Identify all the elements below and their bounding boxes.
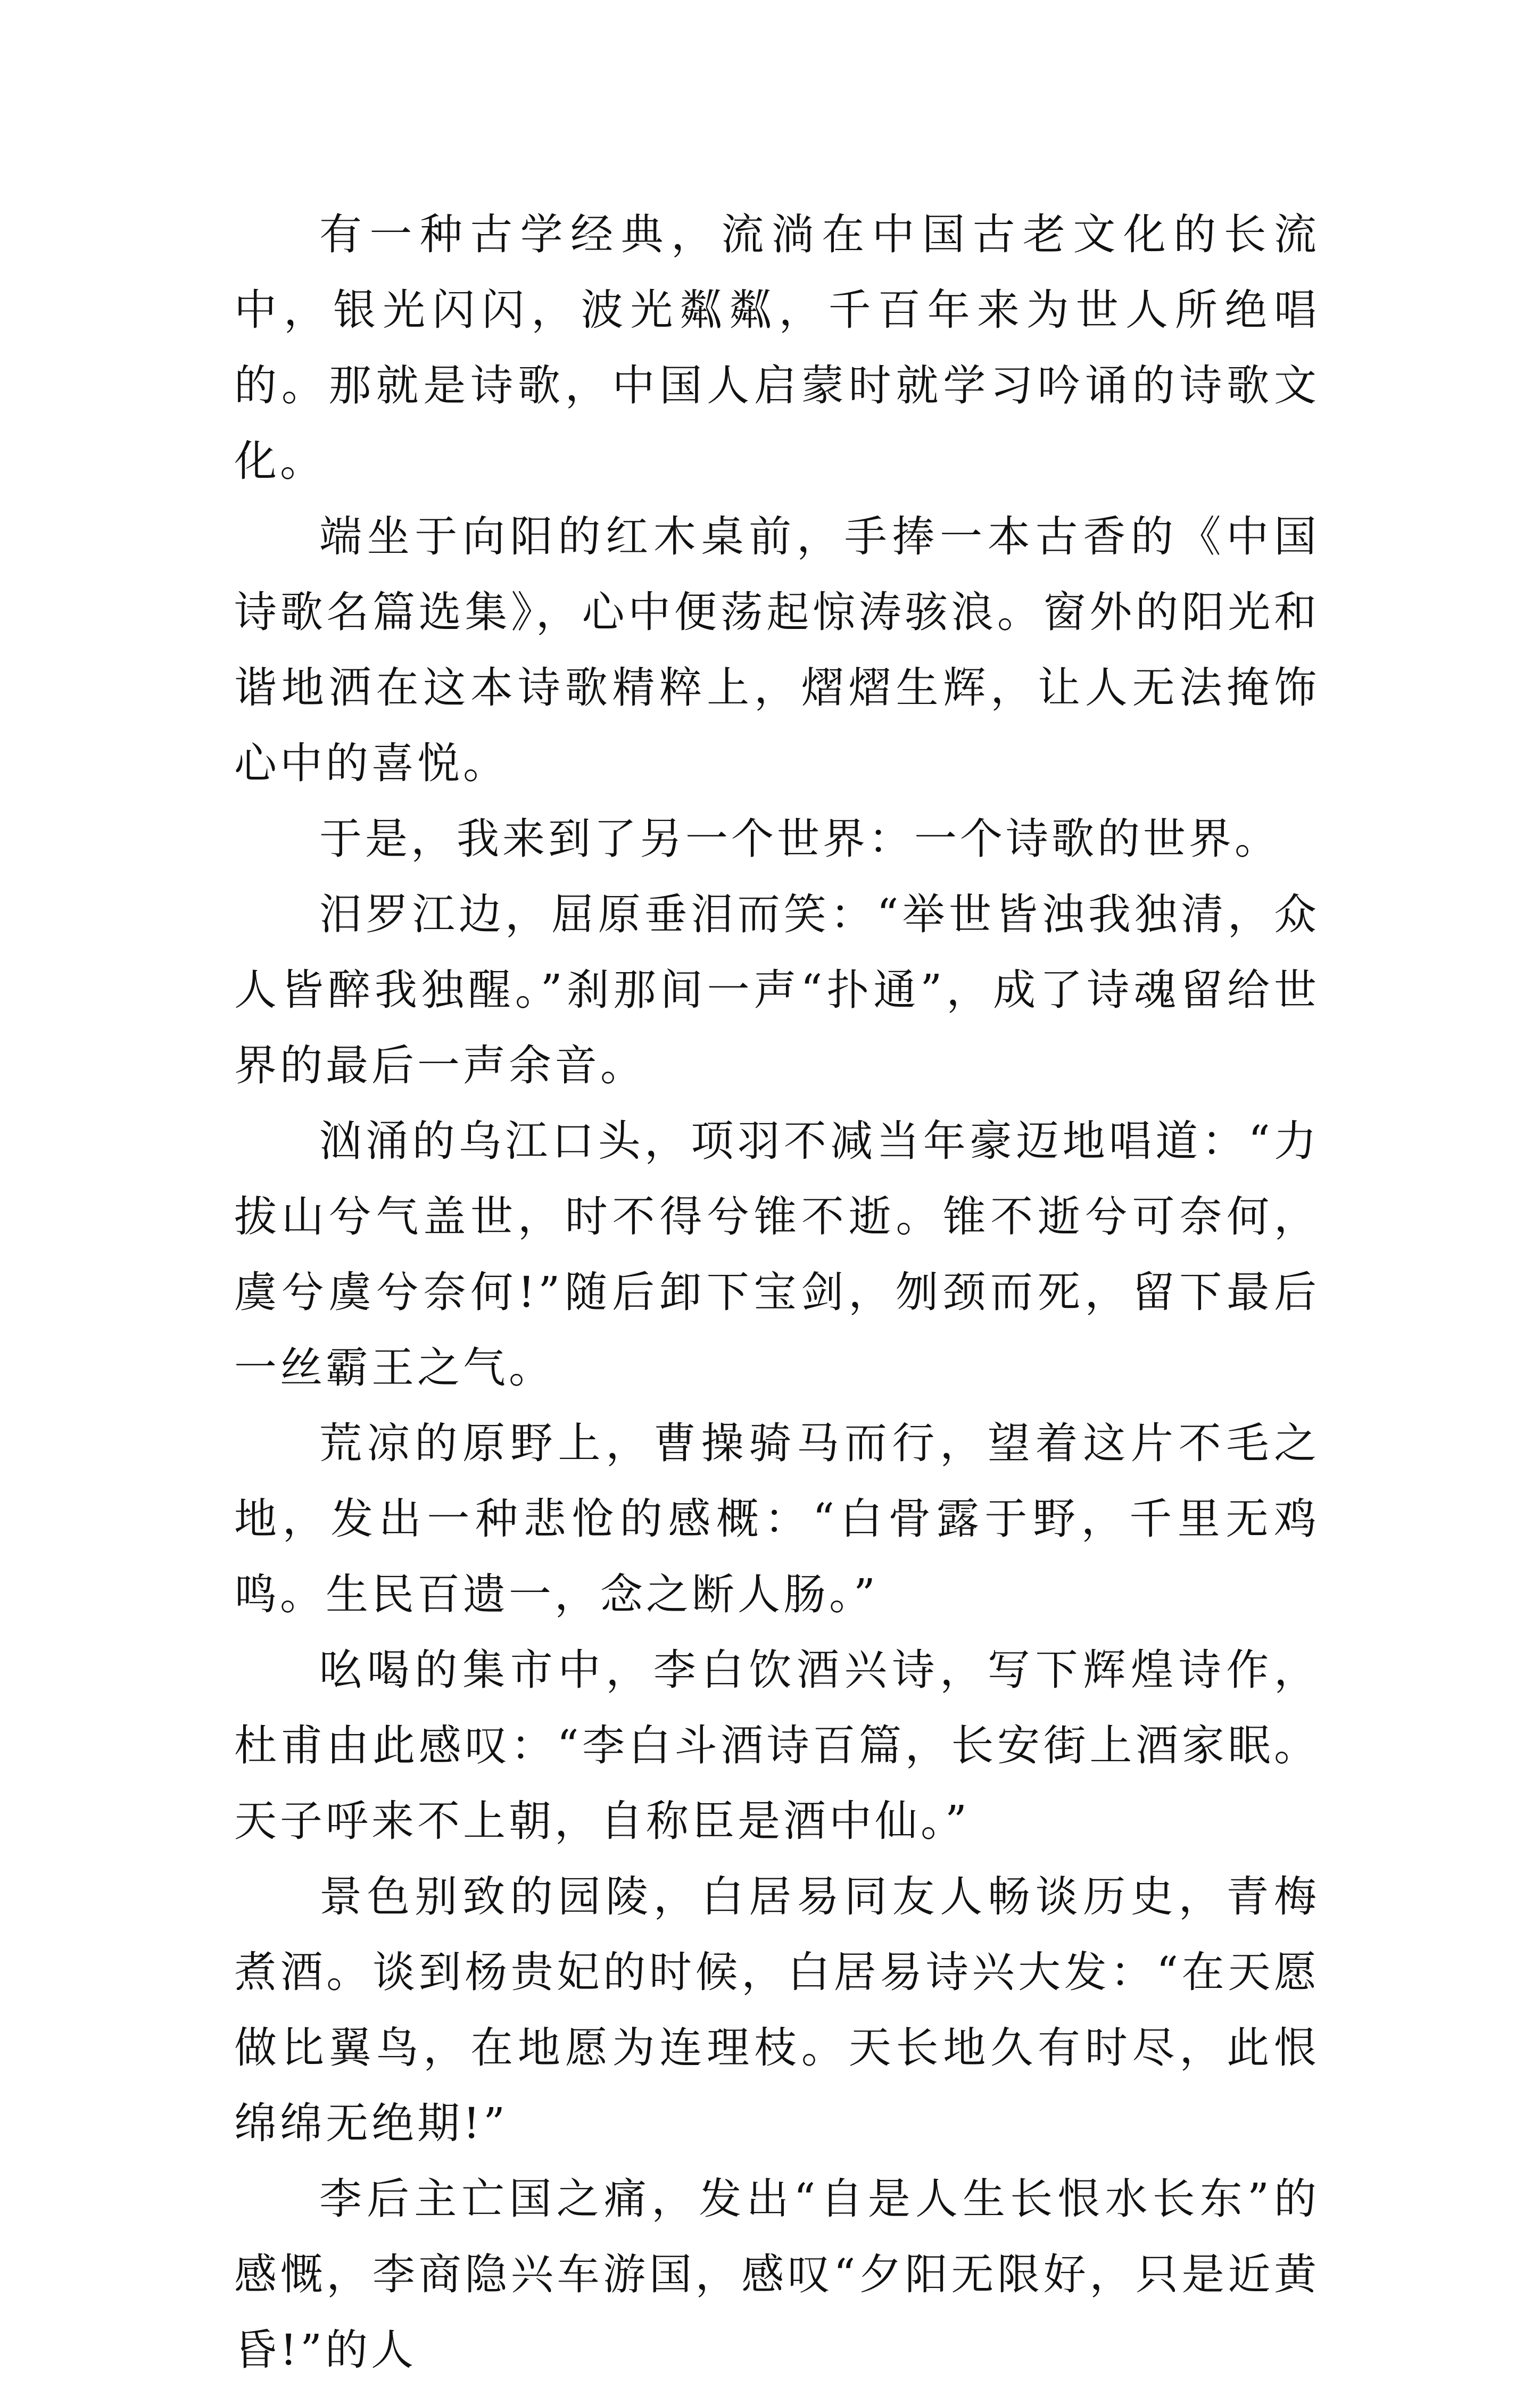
paragraph-9: 李后主亡国之痛，发出“自是人生长恨水长东”的感慨，李商隐兴车游国，感叹“夕阳无限好，只是近黄昏!”的人 [234, 2174, 1320, 2375]
paragraph-4: 汨罗江边，屈原垂泪而笑：“举世皆浊我独清，众人皆醉我独醒。”刹那间一声“扑通”，成了诗魂留给世界的最后一声余音。 [234, 890, 1320, 1090]
paragraph-6: 荒凉的原野上，曹操骑马而行，望着这片不毛之地，发出一种悲怆的感概：“白骨露于野，千里无鸡鸣。生民百遗一，念之断人肠。” [234, 1419, 1320, 1619]
paragraph-1: 有一种古学经典，流淌在中国古老文化的长流中，银光闪闪，波光粼粼，千百年来为世人所绝唱的。那就是诗歌，中国人启蒙时就学习吟诵的诗歌文化。 [234, 210, 1320, 486]
paragraph-5: 汹涌的乌江口头，项羽不减当年豪迈地唱道：“力拔山兮气盖世，时不得兮锥不逝。锥不逝兮可奈何，虞兮虞兮奈何!”随后卸下宝剑，刎颈而死，留下最后一丝霸王之气。 [234, 1116, 1320, 1392]
paragraph-8: 景色别致的园陵，白居易同友人畅谈历史，青梅煮酒。谈到杨贵妃的时候，白居易诗兴大发：“在天愿做比翼鸟，在地愿为连理枝。天长地久有时尽，此恨绵绵无绝期!” [234, 1872, 1320, 2148]
paragraph-2: 端坐于向阳的红木桌前，手捧一本古香的《中国诗歌名篇选集》，心中便荡起惊涛骇浪。窗外的阳光和谐地洒在这本诗歌精粹上，熠熠生辉，让人无法掩饰心中的喜悦。 [234, 512, 1320, 788]
paragraph-7: 吆喝的集市中，李白饮酒兴诗，写下辉煌诗作，杜甫由此感叹：“李白斗酒诗百篇，长安街上酒家眠。天子呼来不上朝，自称臣是酒中仙。” [234, 1645, 1320, 1846]
paragraph-3: 于是，我来到了另一个世界：一个诗歌的世界。 [319, 814, 1280, 864]
document-body [234, 197, 1320, 2388]
